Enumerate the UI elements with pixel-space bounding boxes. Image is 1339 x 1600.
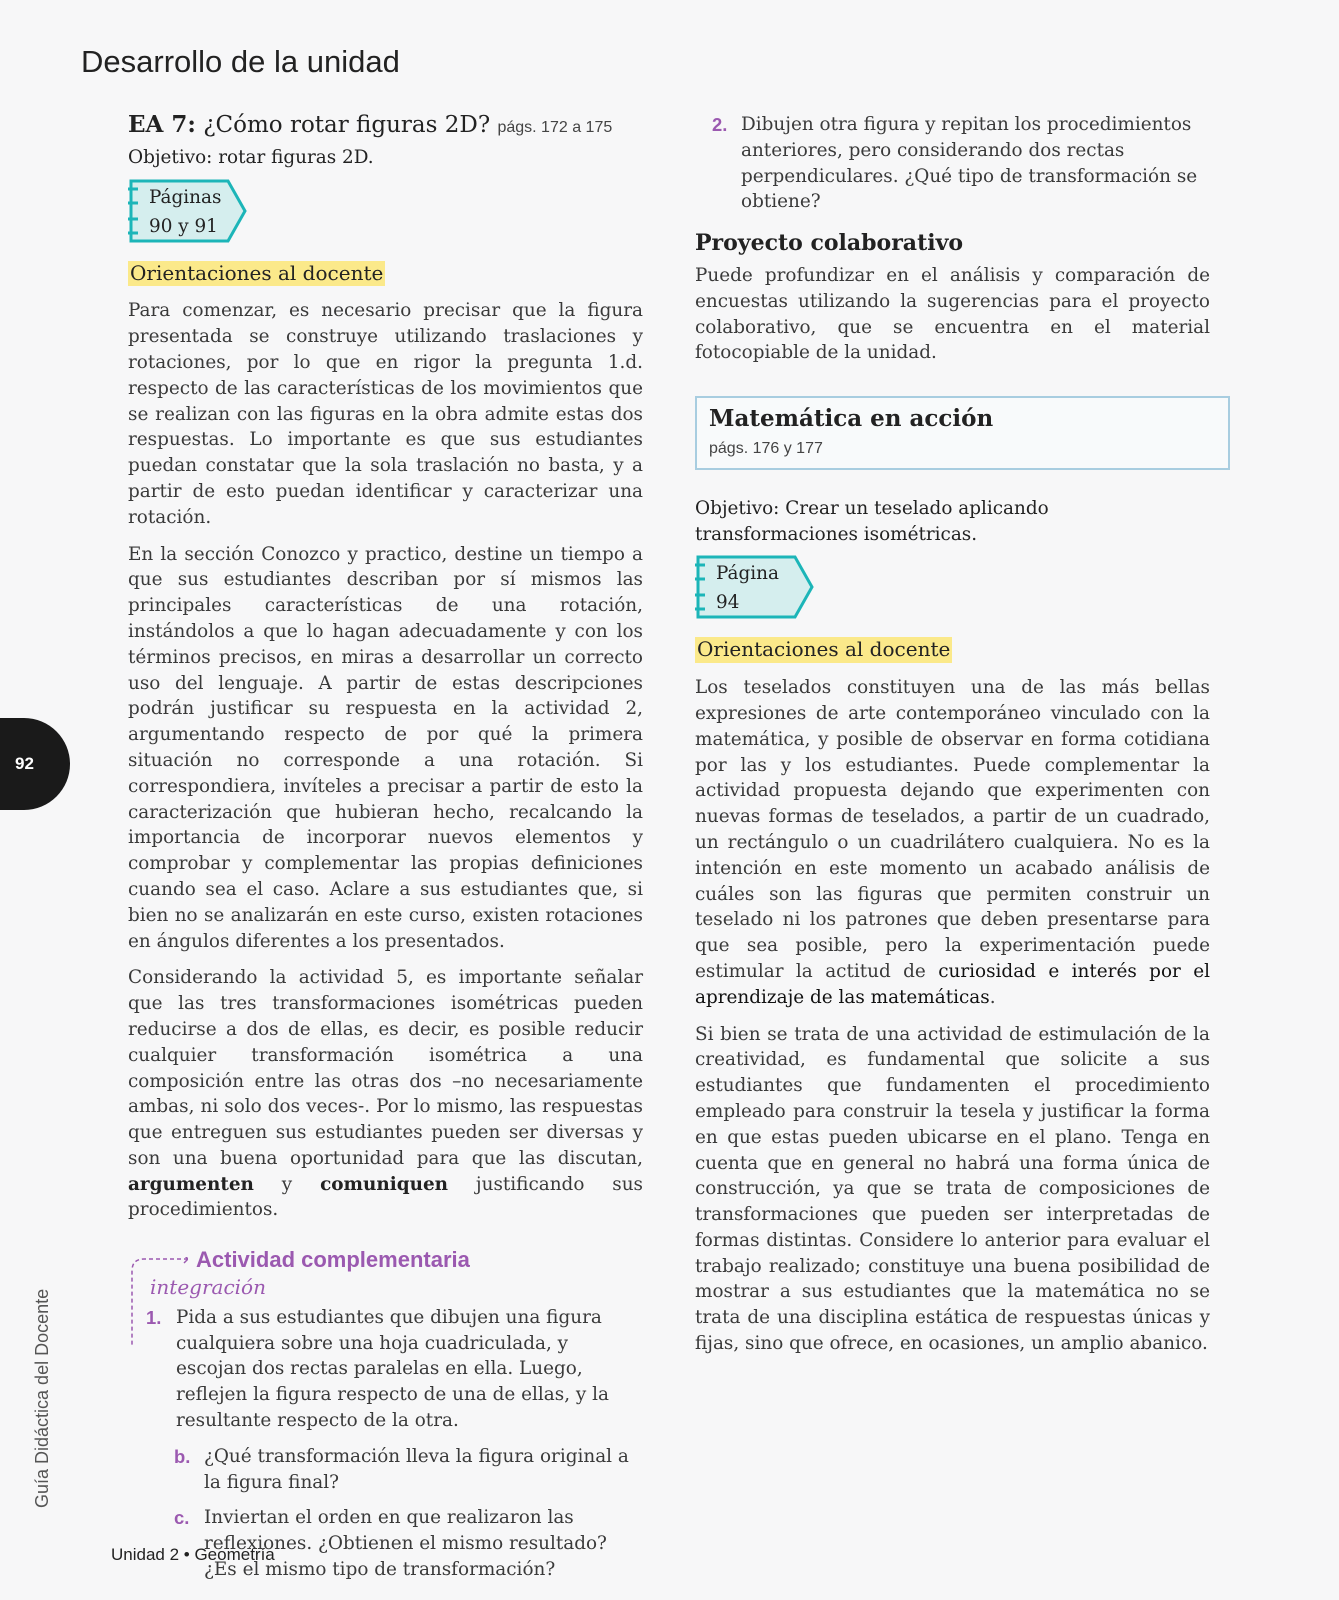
proyecto-heading: Proyecto colaborativo <box>695 230 964 257</box>
actividad-complementaria <box>128 1247 643 1583</box>
ea-pages: págs. 172 a 175 <box>497 119 613 136</box>
paragraph-text: Los teselados constituyen una de las más bellas expresiones de arte contemporáneo vinculado con la matemática, y posible de observar en forma cotidiana por las y los estudiantes. Puede complementar la actividad propuesta dejando que experimenten con nuevas formas de teselados, a partir de un cuadrado, un rectángulo o un cuadrilátero cualquiera. No es la intención en este momento un acabado análisis de cuáles son las figuras que permiten construir un teselado ni los patrones que deben presentarse para que sea posible, pero la experimentación puede estimular la actitud de <box>695 677 1210 982</box>
page-number-badge <box>0 718 70 810</box>
pages-tag <box>128 179 248 243</box>
actitud-highlight: curiosidad e interés por el aprendizaje de las matemáticas <box>695 960 1210 1008</box>
tag-line-2: 90 y 91 <box>149 215 218 237</box>
actividad-title: Actividad complementaria <box>196 1247 470 1273</box>
page-number: 92 <box>15 754 34 773</box>
item-number: 1. <box>146 1306 162 1328</box>
objetivo-line <box>128 145 643 171</box>
pages-tag <box>695 555 815 619</box>
tag-line-1: Página <box>716 563 779 585</box>
paragraph-3 <box>128 965 643 1223</box>
orientaciones-heading: Orientaciones al docente <box>697 637 951 662</box>
item-text: Inviertan el orden en que realizaron las reflexiones. ¿Obtienen el mismo resultado? ¿Es el mismo tipo de transformación? <box>204 1507 607 1581</box>
ea-label: EA 7: <box>128 111 196 138</box>
objetivo-label: Objetivo: <box>695 497 780 519</box>
actividad-subtitle: integración <box>150 1275 266 1300</box>
item-number: 2. <box>712 114 728 135</box>
teselados-paragraph-1 <box>695 675 1210 1010</box>
tag-line-1: Páginas <box>149 186 222 208</box>
objetivo-text: Crear un teselado aplicando transformaciones isométricas. <box>695 497 1049 545</box>
item-text: ¿Qué transformación lleva la figura original a la figura final? <box>204 1445 629 1493</box>
side-label: Guía Didáctica del Docente <box>32 1288 52 1508</box>
list-item-2 <box>695 112 1210 215</box>
item-letter: c. <box>174 1507 190 1529</box>
right-column <box>695 112 1210 1368</box>
ma-pages: págs. 176 y 177 <box>709 439 823 457</box>
footer: Unidad 2 • Geometría <box>111 1545 275 1564</box>
left-column <box>128 112 643 1593</box>
objetivo-label: Objetivo: <box>128 146 213 168</box>
ea-heading <box>128 112 643 141</box>
paragraph-end: . <box>989 986 996 1008</box>
paragraph-2: En la sección Conozco y practico, destine un tiempo a que sus estudiantes describan por sí mismos las principales características de una rotación, instándolos a que lo hagan adecuadamente y con los términos precisos, en miras a desarrollar un correcto uso del lenguaje. A partir de estas descripciones podrán justificar su respuesta en la actividad 2, argumentando respecto de por qué la primera situación no corresponde a una rotación. Si correspondiera, invíteles a precisar a partir de esto la caracterización que hubieran hecho, recalcando la importancia de incorporar nuevos elementos y comprobar y complementar las propias definiciones cuando sea el caso. Aclare a sus estudiantes que, si bien no se analizarán en este curso, existen rotaciones en ángulos diferentes a los presentados. <box>128 543 643 952</box>
bold-argumenten: argumenten <box>128 1173 254 1195</box>
paragraph-3-end: justificando sus procedimientos. <box>128 1173 643 1221</box>
list-item-1 <box>146 1305 643 1434</box>
bold-comuniquen: comuniquen <box>320 1173 449 1195</box>
paragraph-1: Para comenzar, es necesario precisar que la figura presentada se construye utilizando traslaciones y rotaciones, por lo que en rigor la pregunta 1.d. respecto de las características de los movimientos que se realizan con las figuras en la obra admite estas dos respuestas. Lo importante es que sus estudiantes puedan constatar que la sola traslación no basta, y a partir de esto puedan identificar y caracterizar una rotación. <box>128 300 643 528</box>
objetivo-line <box>695 496 1210 548</box>
orientaciones-heading: Orientaciones al docente <box>130 260 384 285</box>
matematica-en-accion-box <box>695 396 1230 470</box>
item-text: Dibujen otra figura y repitan los procedimientos anteriores, pero considerando dos rectas perpendiculares. ¿Qué tipo de transformación se obtiene? <box>741 114 1198 213</box>
list-item-1b <box>146 1444 643 1496</box>
objetivo-text: rotar figuras 2D. <box>218 146 374 168</box>
proyecto-paragraph: Puede profundizar en el análisis y comparación de encuestas utilizando la sugerencias para el proyecto colaborativo, que se encuentra en el material fotocopiable de la unidad. <box>695 264 1210 364</box>
teselados-paragraph-2: Si bien se trata de una actividad de estimulación de la creatividad, es fundamental que solicite a sus estudiantes que fundamenten el procedimiento empleado para construir la tesela y justificar la forma en que estas pueden ubicarse en el plano. Tenga en cuenta que en general no habrá una forma única de construcción, ya que se trata de composiciones de transformaciones que pueden ser interpretadas de formas distintas. Considere lo anterior para evaluar el trabajo realizado; constituye una buena posibilidad de mostrar a sus estudiantes que la matemática no se trata de una disciplina estática de respuestas únicas y fijas, sino que ofrece, en ocasiones, un amplio abanico. <box>695 1023 1210 1355</box>
ea-title: ¿Cómo rotar figuras 2D? <box>203 112 491 138</box>
item-text: Pida a sus estudiantes que dibujen una figura cualquiera sobre una hoja cuadriculada, y escojan dos rectas paralelas en ella. Luego, reflejen la figura respecto de una de ellas, y la resultante respecto de la otra. <box>176 1306 609 1432</box>
paragraph-3-mid: y <box>253 1173 321 1195</box>
page-title: Desarrollo de la unidad <box>81 44 400 79</box>
item-letter: b. <box>174 1445 191 1467</box>
ma-title: Matemática en acción <box>709 405 994 433</box>
tag-line-2: 94 <box>716 592 740 614</box>
paragraph-3-text: Considerando la actividad 5, es importante señalar que las tres transformaciones isométricas pueden reducirse a dos de ellas, es decir, es posible reducir cualquier transformación isométrica a una composición entre las otras dos –no necesariamente ambas, ni solo dos veces-. Por lo mismo, las respuestas que entreguen sus estudiantes pueden ser diversas y son una buena oportunidad para que las discutan, <box>128 967 643 1169</box>
